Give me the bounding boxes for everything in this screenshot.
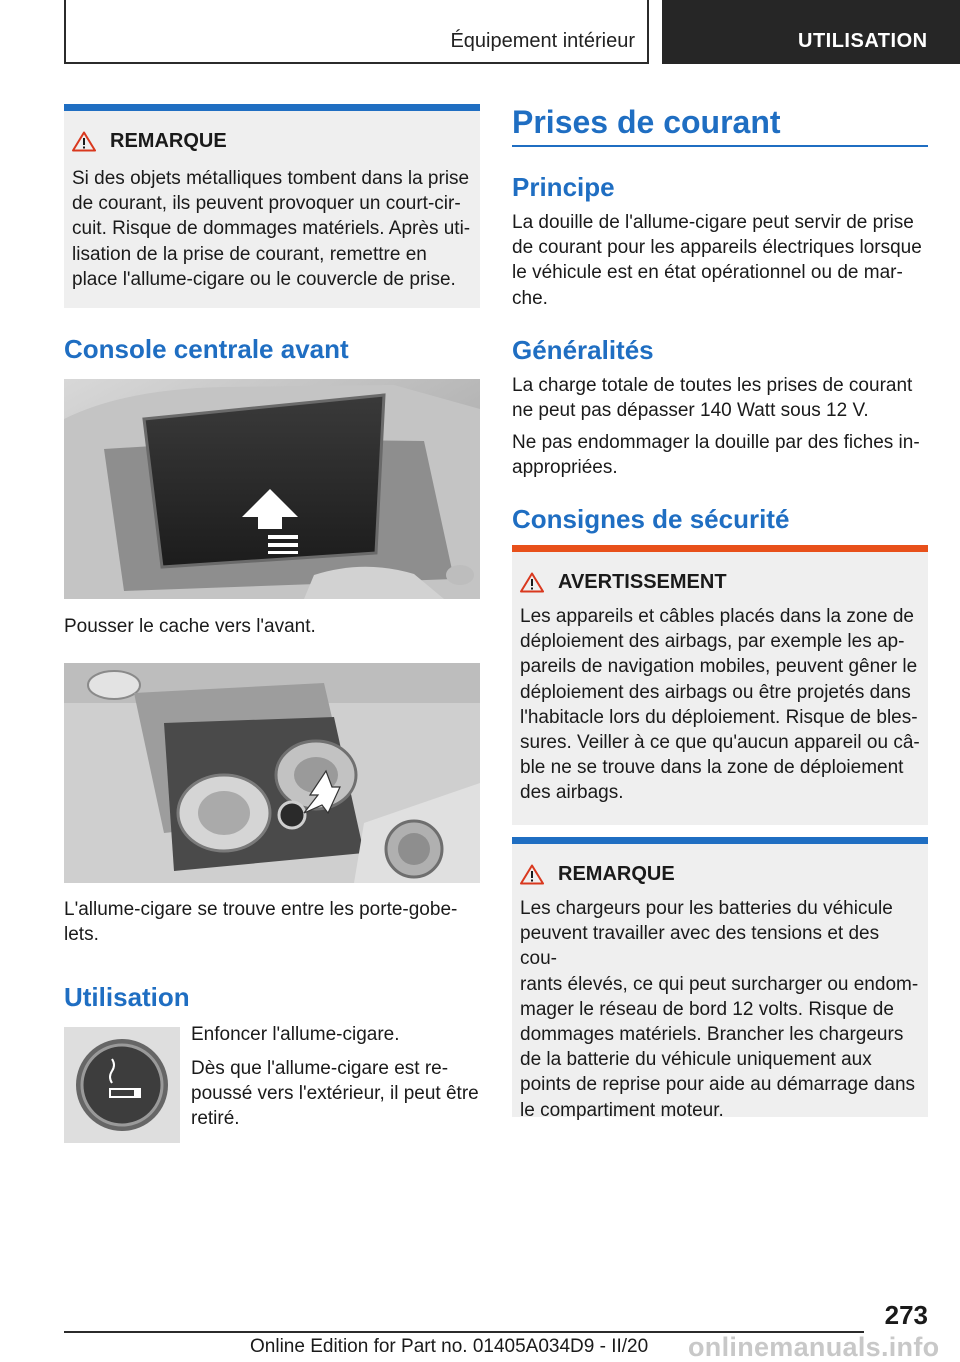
heading-front-console: Console centrale avant	[64, 334, 349, 364]
notice-title: REMARQUE	[110, 130, 227, 152]
warning-bar	[512, 545, 928, 552]
footer-watermark: onlinemanuals.info	[688, 1332, 940, 1362]
general-text-2: Ne pas endommager la douille par des fiches in‐ appropriées.	[512, 432, 920, 479]
general-text-1: La charge totale de toutes les prises de courant ne peut pas dépasser 140 Watt sous 12 V.	[512, 375, 913, 422]
lighter-button-image	[64, 1027, 180, 1143]
caption-lighter-location: L'allume-cigare se trouve entre les porte-gobe‐ lets.	[64, 899, 458, 946]
notice-body: Les chargeurs pour les batteries du véhicule peuvent travailler avec des tensions et des cou‐ rants élevés, ce qui peut surcharger ou endom‐ mager le réseau de bord 12 volts. Risque de dommages matériels. Brancher les chargeurs de la batterie du véhicule uniquement aux points de reprise pour aide au démarrage dans le compartiment moteur.	[520, 898, 919, 1121]
cup-holder-lighter-image	[64, 663, 480, 883]
header-section-box	[64, 0, 649, 64]
warning-title: AVERTISSEMENT	[558, 571, 727, 593]
footer-edition: Online Edition for Part no. 01405A034D9 - II/20	[250, 1336, 649, 1357]
heading-safety: Consignes de sécurité	[512, 504, 790, 534]
heading-general: Généralités	[512, 335, 654, 365]
warning-body: Les appareils et câbles placés dans la zone de déploiement des airbags, par exemple les ap‐ pareils de navigation mobiles, peuvent gêner le déploiement des airbags ou être projetés dans l'habitacle lors du déploiement. Risque de bles‐ sures. Veiller à ce que qu'aucun appareil ou câ‐ ble ne se trouve dans la zone de déploiement des airbags.	[520, 606, 920, 804]
title-rule	[512, 145, 928, 147]
notice-box-left	[64, 104, 480, 308]
warning-triangle-icon	[520, 864, 544, 885]
header-chapter-box	[662, 0, 960, 64]
console-cover-image	[64, 379, 480, 599]
usage-step-remove: Dès que l'allume-cigare est re‐ poussé vers l'extérieur, il peut être retiré.	[191, 1058, 479, 1130]
page-title: Prises de courant	[512, 104, 781, 140]
notice-title: REMARQUE	[558, 863, 675, 885]
heading-usage: Utilisation	[64, 982, 190, 1012]
notice-bar	[512, 837, 928, 844]
principle-text: La douille de l'allume-cigare peut servir de prise de courant pour les appareils électriques lorsque le véhicule est en état opérationnel ou de mar‐ che.	[512, 212, 922, 309]
notice-box-right	[512, 837, 928, 1121]
warning-triangle-icon	[72, 131, 96, 152]
heading-principle: Principe	[512, 172, 615, 202]
warning-triangle-icon	[520, 572, 544, 593]
notice-body: Si des objets métalliques tombent dans la prise de courant, ils peuvent provoquer un court-cir‐ cuit. Risque de dommages matériels. Après uti‐ lisation de la prise de courant, remettre en place l'allume-cigare ou le couvercle de prise.	[72, 168, 471, 290]
notice-bar	[64, 104, 480, 111]
caption-push-cover: Pousser le cache vers l'avant.	[64, 616, 316, 637]
header-section-title: Équipement intérieur	[450, 30, 635, 52]
page-number: 273	[884, 1300, 928, 1330]
warning-box	[512, 545, 928, 825]
header-chapter-title: UTILISATION	[798, 30, 928, 52]
usage-step-press: Enfoncer l'allume-cigare.	[191, 1024, 400, 1045]
